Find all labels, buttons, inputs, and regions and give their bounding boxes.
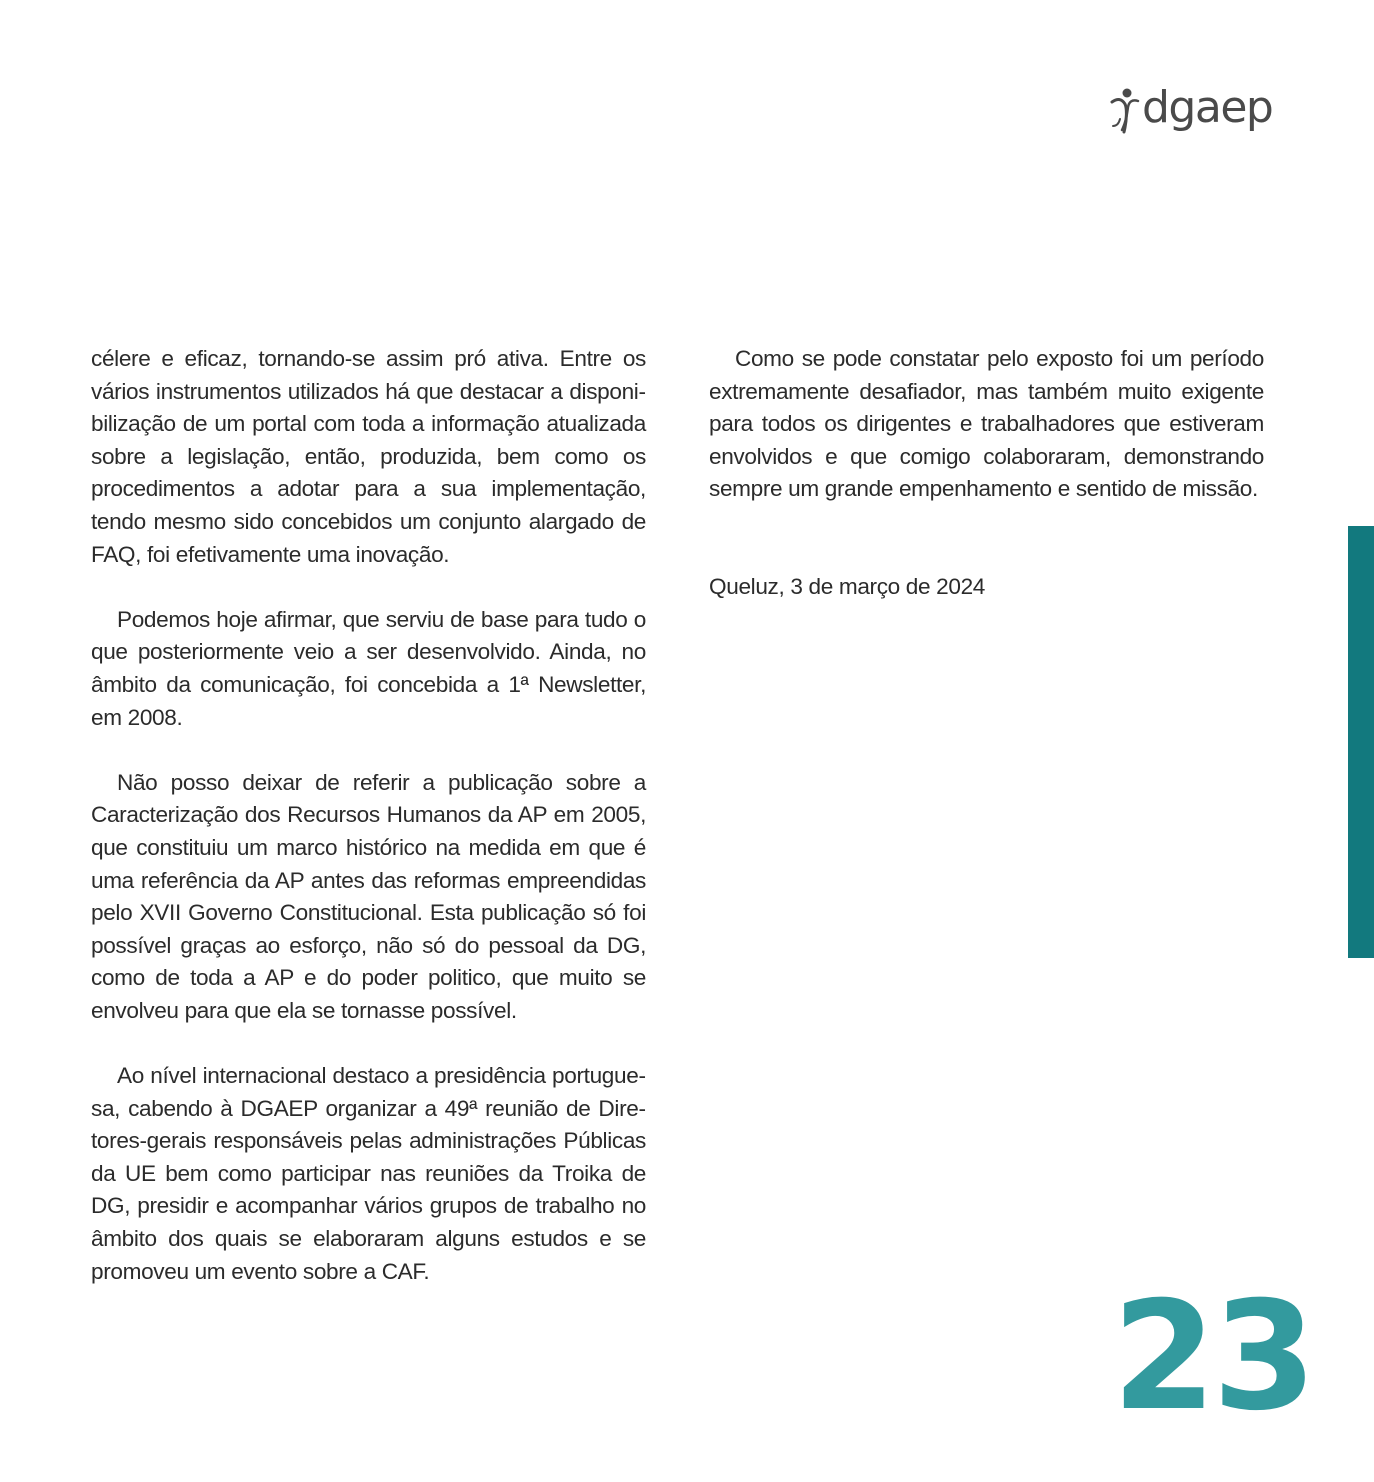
paragraph: célere e eficaz, tornando-se assim pró ativa. Entre os vários instrumentos utilizados há que destacar a disponibilização de um portal com toda a informação atualizada sobre a legislação, então, produzida, bem como os procedimentos a adotar para a sua implementação, tendo mesmo sido concebidos um conjunto alargado de FAQ, foi efetivamente uma inovação. xyxy=(91,346,646,567)
paragraph: Como se pode constatar pelo exposto foi um período extremamente desafiador, mas também muito exigente para todos os dirigentes e trabalhadores que estiveram envolvidos e que comigo colaboraram, demonstrando sempre um grande empenhamento e sentido de missão. xyxy=(709,346,1264,502)
accent-side-bar xyxy=(1348,526,1374,958)
right-text-column xyxy=(709,343,1264,636)
dgaep-logo xyxy=(1110,82,1272,138)
paragraph: Ao nível internacional destaco a presidência portuguesa, cabendo à DGAEP organizar a 49ª reunião de Diretores-gerais responsáveis pelas administrações Públicas da UE bem como participar nas reuniões da Troika de DG, presidir e acompanhar vários grupos de trabalho no âmbito dos quais se elaboraram alguns estudos e se promoveu um evento sobre a CAF. xyxy=(91,1063,646,1284)
person-figure-icon xyxy=(1110,86,1140,134)
signoff-place-date: Queluz, 3 de março de 2024 xyxy=(709,573,986,599)
paragraph: Não posso deixar de referir a publicação sobre a Caracterização dos Recursos Humanos da AP em 2005, que constituiu um marco histórico na medida em que é uma referência da AP antes das reformas empreendidas pelo XVII Governo Constitucional. Esta publicação só foi possível graças ao esforço, não só do pessoal da DG, como de toda a AP e do poder politico, que muito se envolveu para que ela se tornasse possível. xyxy=(91,769,646,1023)
paragraph: Podemos hoje afirmar, que serviu de base para tudo o que posteriormente veio a ser desenvolvido. Ainda, no âmbito da comunicação, foi concebida a 1ª Newsletter, em 2008. xyxy=(91,606,646,730)
left-text-column xyxy=(91,343,646,1321)
logo-text: dgaep xyxy=(1142,82,1273,133)
page-number: 23 xyxy=(1112,1270,1313,1444)
